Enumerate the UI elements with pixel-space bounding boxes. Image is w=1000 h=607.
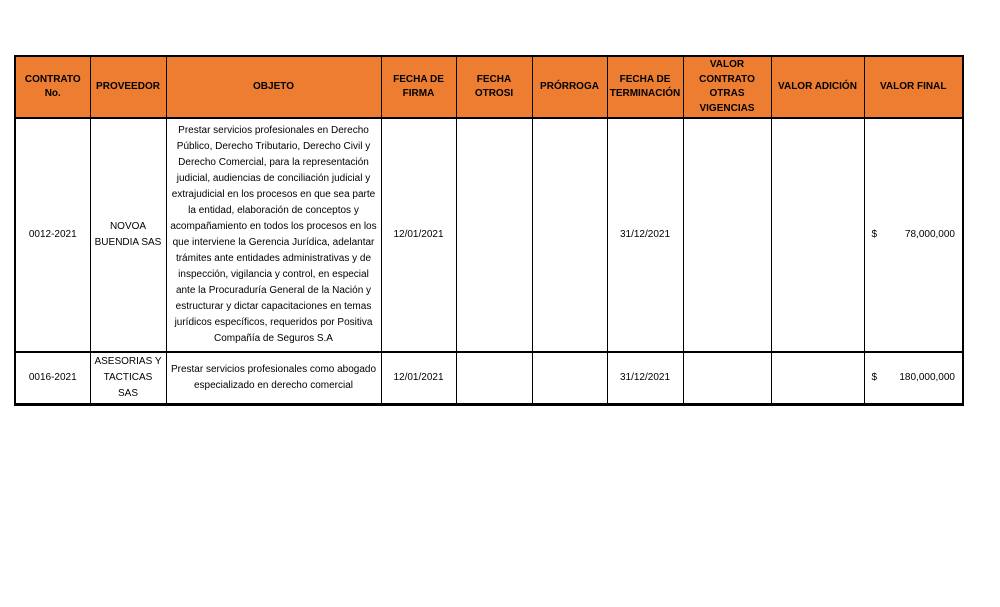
- amount-value: 78,000,000: [904, 229, 955, 240]
- money-value: [867, 227, 961, 243]
- table-row: [15, 118, 963, 352]
- column-header-valor-final: VALOR FINAL: [864, 56, 963, 118]
- column-header-fecha-otrosi: FECHA OTROSI: [456, 56, 532, 118]
- table-row: [15, 352, 963, 405]
- cell-fecha-otrosi: [456, 352, 532, 405]
- currency-symbol: $: [871, 372, 878, 383]
- money-value: [867, 370, 961, 386]
- cell-contrato-no: 0012-2021: [15, 118, 90, 352]
- column-header-valor-adicion: VALOR ADICIÓN: [771, 56, 864, 118]
- cell-valor-contrato-otras-vigencias: [683, 352, 771, 405]
- column-header-objeto: OBJETO: [166, 56, 381, 118]
- cell-valor-final: [864, 118, 963, 352]
- cell-proveedor: ASESORIAS Y TACTICAS SAS: [90, 352, 166, 405]
- contracts-table: [14, 55, 964, 406]
- cell-objeto: Prestar servicios profesionales en Derecho Público, Derecho Tributario, Derecho Civil y Derecho Comercial, para la representación judicial, audiencias de conciliación judicial y extrajudicial en los procesos en que sea parte la entidad, elaboración de conceptos y acompañamiento en todos los procesos en los que interviene la Gerencia Jurídica, adelantar trámites ante entidades administrativas y de inspección, vigilancia y control, en especial ante la Procuraduría General de la Nación y estructurar y dictar capacitaciones en temas jurídicos específicos, requeridos por Positiva Compañía de Seguros S.A: [166, 118, 381, 352]
- cell-valor-adicion: [771, 352, 864, 405]
- header-row: [15, 56, 963, 118]
- cell-prorroga: [532, 118, 607, 352]
- cell-fecha-de-terminacion: 31/12/2021: [607, 118, 683, 352]
- column-header-contrato-no: CONTRATO No.: [15, 56, 90, 118]
- cell-fecha-de-firma: 12/01/2021: [381, 118, 456, 352]
- currency-symbol: $: [871, 229, 878, 240]
- amount-value: 180,000,000: [899, 372, 955, 383]
- cell-objeto: Prestar servicios profesionales como abogado especializado en derecho comercial: [166, 352, 381, 405]
- cell-fecha-otrosi: [456, 118, 532, 352]
- cell-valor-contrato-otras-vigencias: [683, 118, 771, 352]
- cell-valor-adicion: [771, 118, 864, 352]
- cell-proveedor: NOVOA BUENDIA SAS: [90, 118, 166, 352]
- column-header-fecha-de-firma: FECHA DE FIRMA: [381, 56, 456, 118]
- cell-fecha-de-terminacion: 31/12/2021: [607, 352, 683, 405]
- cell-fecha-de-firma: 12/01/2021: [381, 352, 456, 405]
- cell-prorroga: [532, 352, 607, 405]
- column-header-proveedor: PROVEEDOR: [90, 56, 166, 118]
- cell-valor-final: [864, 352, 963, 405]
- column-header-fecha-de-terminacion: FECHA DE TERMINACIÓN: [607, 56, 683, 118]
- column-header-valor-contrato-otras-vigencias: VALOR CONTRATO OTRAS VIGENCIAS: [683, 56, 771, 118]
- column-header-prorroga: PRÓRROGA: [532, 56, 607, 118]
- cell-contrato-no: 0016-2021: [15, 352, 90, 405]
